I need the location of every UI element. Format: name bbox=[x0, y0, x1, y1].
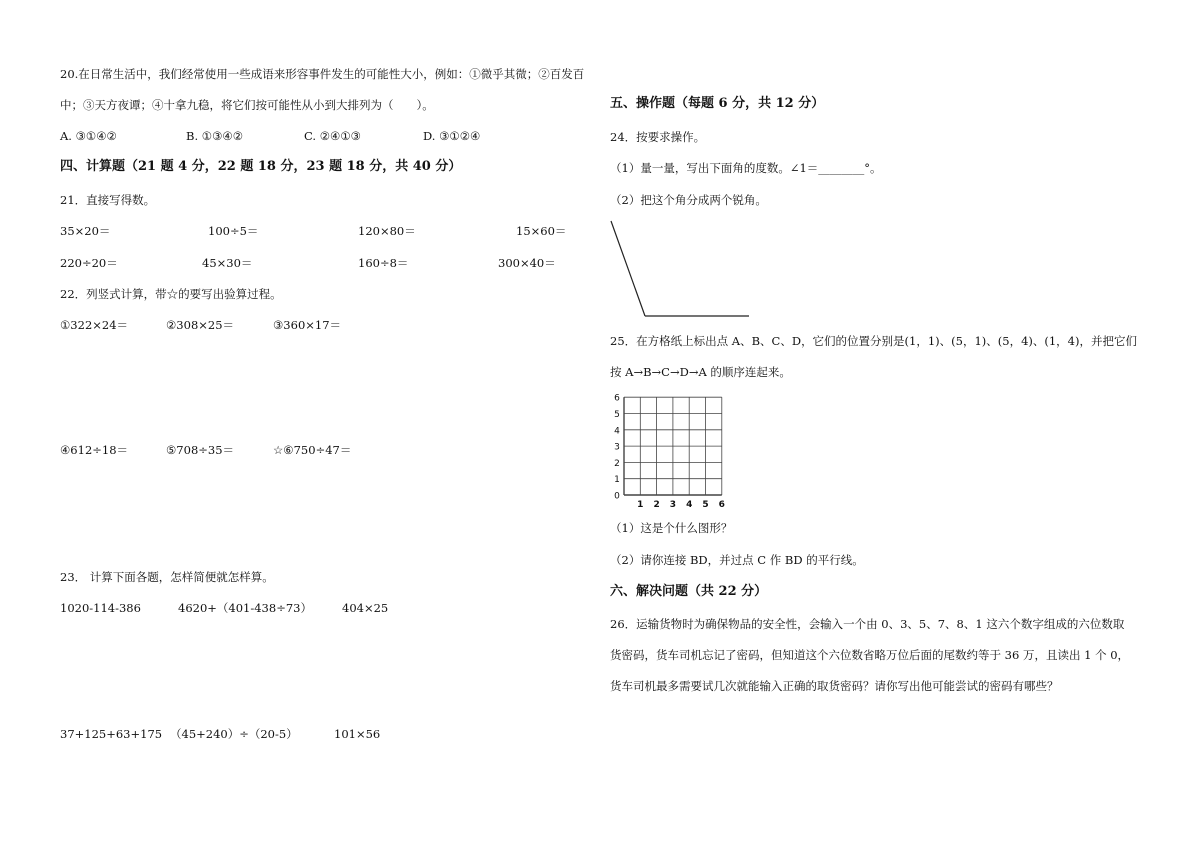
q20-option-d: D. ③①②④ bbox=[423, 129, 481, 143]
q22-item: ③360×17＝ bbox=[273, 318, 342, 332]
q24-title: 24．按要求操作。 bbox=[610, 130, 706, 144]
q21-item: 100÷5＝ bbox=[208, 224, 259, 238]
q21-item: 160÷8＝ bbox=[358, 256, 409, 270]
q21-item: 45×30＝ bbox=[202, 256, 253, 270]
q23-item: （45+240）÷（20-5） bbox=[170, 727, 298, 741]
q24-part1: （1）量一量，写出下面角的度数。∠1＝________°。 bbox=[610, 161, 882, 175]
q21-item: 120×80＝ bbox=[358, 224, 416, 238]
grid-x-label: 2 bbox=[653, 500, 660, 510]
q25-line2: 按 A→B→C→D→A 的顺序连起来。 bbox=[610, 365, 791, 379]
grid-y-label: 0 bbox=[614, 491, 620, 502]
q25-line1: 25．在方格纸上标出点 A、B、C、D，它们的位置分别是(1，1)、(5，1)、(5，4)、(1，4)，并把它们 bbox=[610, 334, 1137, 348]
grid-x-label: 3 bbox=[669, 500, 677, 510]
section6-title: 六、解决问题（共 22 分） bbox=[610, 584, 768, 599]
q26-line3: 货车司机最多需要试几次就能输入正确的取货密码？请你写出他可能尝试的密码有哪些？ bbox=[610, 679, 1059, 693]
q25-part2: （2）请你连接 BD，并过点 C 作 BD 的平行线。 bbox=[610, 553, 864, 567]
q21-title: 21．直接写得数。 bbox=[60, 193, 156, 207]
q21-item: 300×40＝ bbox=[498, 256, 556, 270]
grid-x-label: 1 bbox=[637, 500, 644, 510]
grid-y-label: 3 bbox=[614, 442, 620, 453]
grid-y-label: 6 bbox=[614, 393, 620, 404]
q20-option-a: A. ③①④② bbox=[60, 129, 117, 143]
q22-item: ②308×25＝ bbox=[166, 318, 235, 332]
q23-item: 101×56 bbox=[334, 727, 381, 741]
q22-item: ④612÷18＝ bbox=[60, 443, 129, 457]
q23-item: 37+125+63+175 bbox=[60, 727, 163, 741]
q22-item: ☆⑥750÷47＝ bbox=[273, 443, 352, 457]
grid-y-label: 5 bbox=[614, 410, 620, 420]
q23-title: 23． 计算下面各题，怎样简便就怎样算。 bbox=[60, 570, 274, 584]
q21-item: 220÷20＝ bbox=[60, 256, 118, 270]
q24-part2: （2）把这个角分成两个锐角。 bbox=[610, 193, 767, 207]
q21-item: 35×20＝ bbox=[60, 224, 111, 238]
q26-line1: 26．运输货物时为确保物品的安全性，会输入一个由 0、3、5、7、8、1 这六个数字组成的六位数取 bbox=[610, 617, 1125, 631]
q22-title: 22．列竖式计算，带☆的要写出验算过程。 bbox=[60, 287, 282, 301]
grid-y-label: 1 bbox=[614, 475, 620, 486]
section5-title: 五、操作题（每题 6 分，共 12 分） bbox=[610, 96, 825, 111]
q20-option-c: C. ②④①③ bbox=[304, 129, 361, 143]
grid-x-label: 5 bbox=[702, 500, 709, 510]
coordinate-grid bbox=[608, 390, 732, 512]
q20-line2: 中；③天方夜谭；④十拿九稳，将它们按可能性从小到大排列为（ ）。 bbox=[60, 98, 434, 112]
q25-part1: （1）这是个什么图形？ bbox=[610, 521, 733, 535]
q26-line2: 货密码，货车司机忘记了密码，但知道这个六位数省略万位后面的尾数约等于 36 万，且读出 1 个 0， bbox=[610, 648, 1130, 662]
q22-item: ⑤708÷35＝ bbox=[166, 443, 235, 457]
angle-figure bbox=[605, 215, 755, 325]
q23-item: 1020-114-386 bbox=[60, 601, 141, 615]
angle-ray bbox=[611, 221, 645, 316]
q20-option-b: B. ①③④② bbox=[186, 129, 244, 143]
grid-y-label: 4 bbox=[614, 426, 620, 437]
q23-item: 4620+（401-438÷73） bbox=[178, 601, 312, 615]
q22-item: ①322×24＝ bbox=[60, 318, 129, 332]
grid-x-label: 6 bbox=[718, 500, 725, 510]
grid-y-label: 2 bbox=[614, 458, 620, 469]
q21-item: 15×60＝ bbox=[516, 224, 567, 238]
q20-line1: 20.在日常生活中，我们经常使用一些成语来形容事件发生的可能性大小，例如：①微乎其微；②百发百 bbox=[60, 67, 585, 81]
grid-x-label: 4 bbox=[686, 500, 693, 510]
q23-item: 404×25 bbox=[342, 601, 389, 615]
section4-title: 四、计算题（21 题 4 分，22 题 18 分，23 题 18 分，共 40 分） bbox=[60, 159, 462, 174]
